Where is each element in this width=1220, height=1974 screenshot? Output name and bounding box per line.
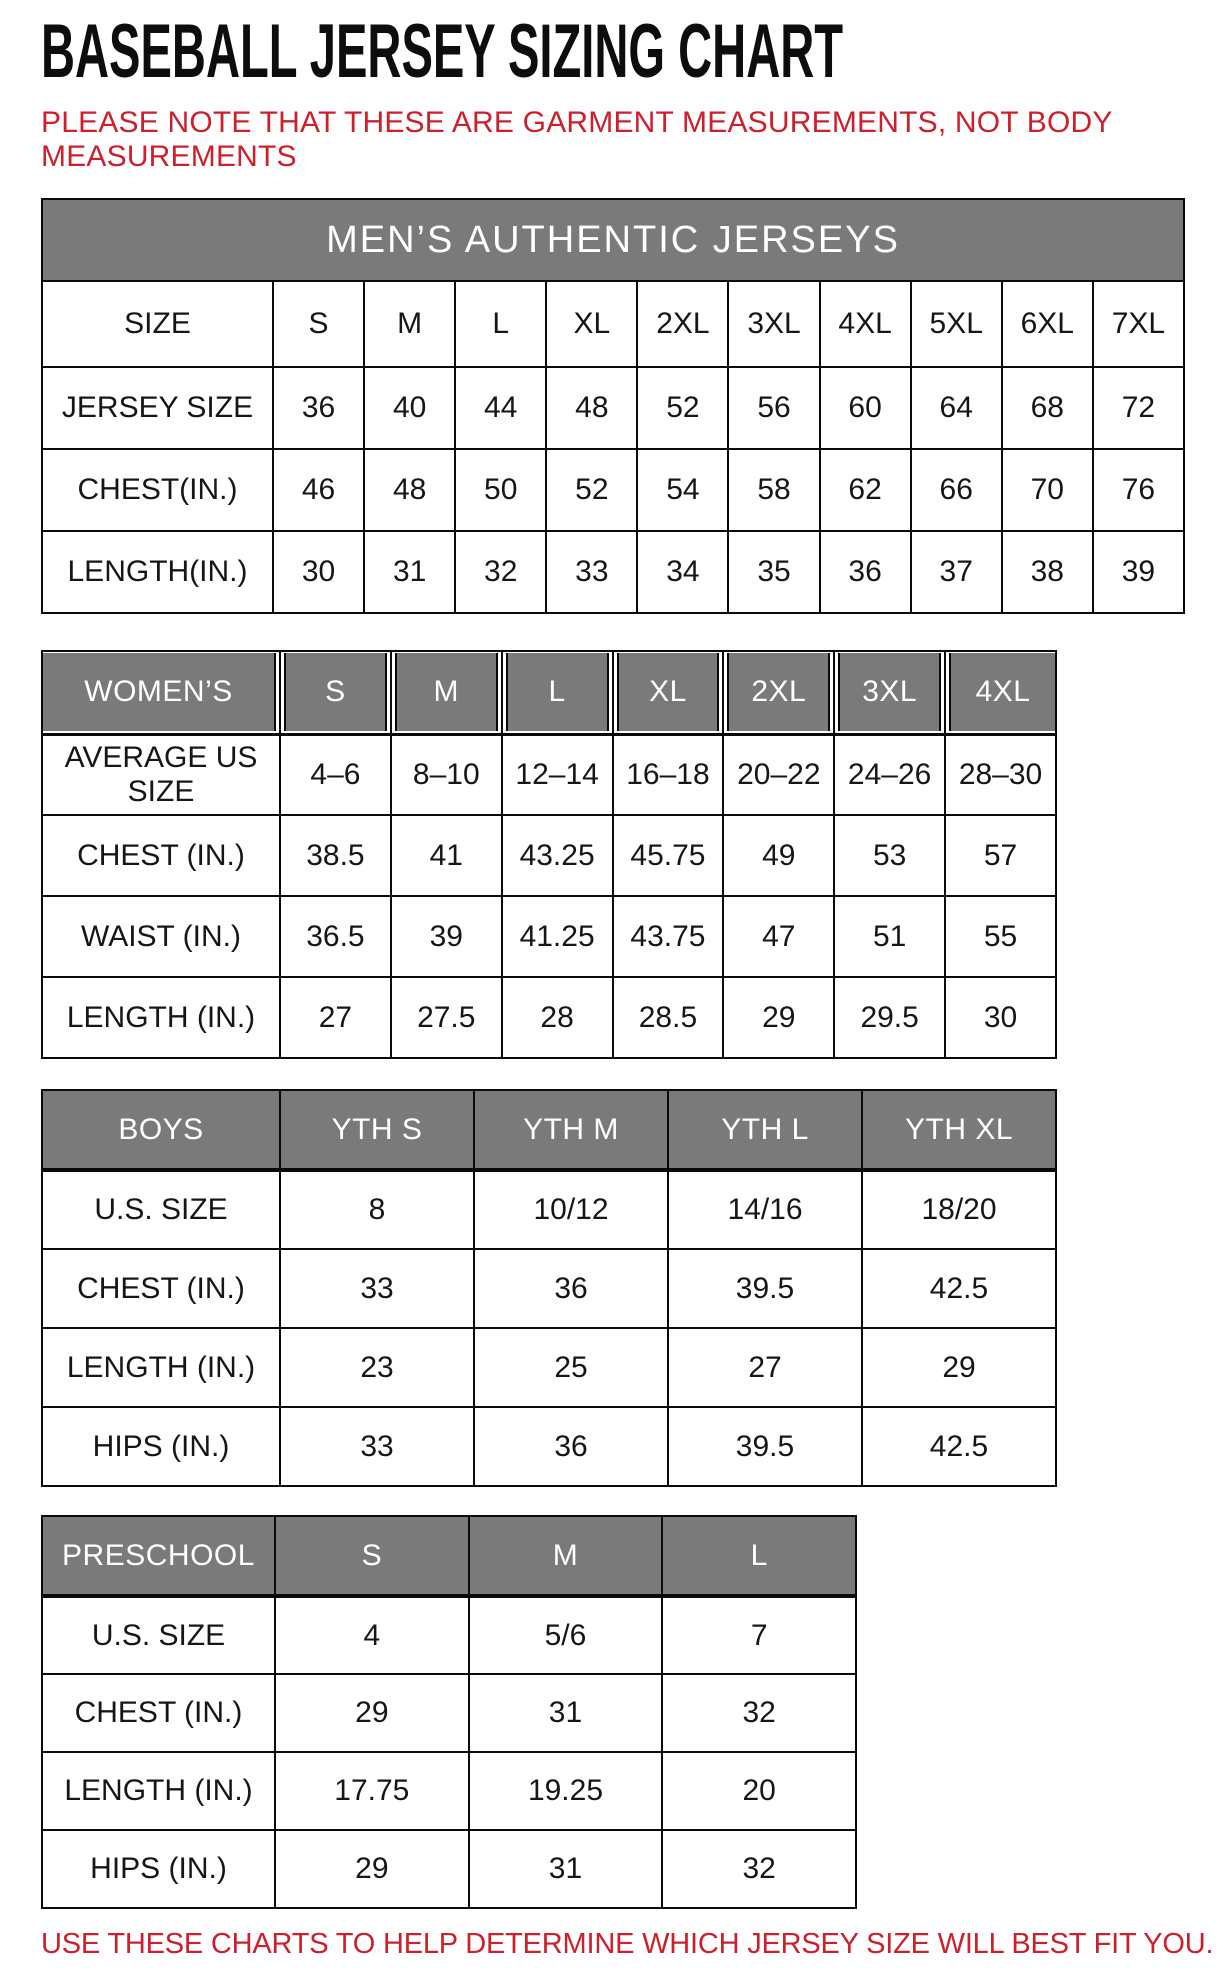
footer-note: USE THESE CHARTS TO HELP DETERMINE WHICH JERSEY SIZE WILL BEST FIT YOU. — [41, 1928, 1214, 1960]
table-row — [42, 1596, 856, 1674]
table-cell: 53 — [834, 815, 945, 896]
table-row — [42, 1407, 1056, 1486]
table-cell: 33 — [280, 1407, 474, 1486]
table-cell: 54 — [637, 449, 728, 531]
table-row — [42, 1752, 856, 1830]
table-cell: 31 — [469, 1830, 663, 1908]
table-cell: 29 — [275, 1830, 469, 1908]
row-label: WAIST (IN.) — [42, 896, 280, 977]
mens-banner-row — [42, 199, 1184, 281]
table-cell: 56 — [728, 367, 819, 449]
table-cell: 36 — [474, 1407, 668, 1486]
table-cell: 76 — [1093, 449, 1184, 531]
table-cell: 5/6 — [469, 1596, 663, 1674]
column-header: 5XL — [911, 281, 1002, 367]
table-cell: 17.75 — [275, 1752, 469, 1830]
table-cell: 36 — [273, 367, 364, 449]
table-cell: 28–30 — [945, 734, 1056, 815]
table-cell: 50 — [455, 449, 546, 531]
table-cell: 30 — [945, 977, 1056, 1058]
column-header: WOMEN’S — [42, 651, 280, 734]
column-header: 4XL — [820, 281, 911, 367]
row-label: LENGTH(IN.) — [42, 531, 273, 613]
table-cell: 14/16 — [668, 1170, 862, 1249]
table-cell: 24–26 — [834, 734, 945, 815]
table-cell: 10/12 — [474, 1170, 668, 1249]
row-label: LENGTH (IN.) — [42, 1752, 275, 1830]
table-cell: 36 — [474, 1249, 668, 1328]
row-label: HIPS (IN.) — [42, 1830, 275, 1908]
table-cell: 43.25 — [502, 815, 613, 896]
row-label: CHEST (IN.) — [42, 815, 280, 896]
column-header: YTH S — [280, 1090, 474, 1170]
table-cell: 60 — [820, 367, 911, 449]
table-row — [42, 531, 1184, 613]
table-cell: 23 — [280, 1328, 474, 1407]
table-cell: 28 — [502, 977, 613, 1058]
table-cell: 33 — [546, 531, 637, 613]
table-cell: 20–22 — [723, 734, 834, 815]
table-cell: 8 — [280, 1170, 474, 1249]
table-cell: 28.5 — [613, 977, 724, 1058]
measurement-note-line2: MEASUREMENTS — [41, 140, 297, 173]
measurement-note-line1: PLEASE NOTE THAT THESE ARE GARMENT MEASUREMENTS, NOT BODY — [41, 106, 1113, 139]
table-cell: 12–14 — [502, 734, 613, 815]
row-label: JERSEY SIZE — [42, 367, 273, 449]
column-header: L — [502, 651, 613, 734]
table-cell: 55 — [945, 896, 1056, 977]
table-cell: 40 — [364, 367, 455, 449]
table-cell: 20 — [662, 1752, 856, 1830]
page-title — [41, 9, 1220, 94]
table-cell: 38 — [1002, 531, 1093, 613]
table-cell: 29 — [723, 977, 834, 1058]
table-cell: 38.5 — [280, 815, 391, 896]
table-row — [42, 815, 1056, 896]
row-label: U.S. SIZE — [42, 1596, 275, 1674]
table-row — [42, 977, 1056, 1058]
table-cell: 39.5 — [668, 1249, 862, 1328]
table-cell: 27 — [668, 1328, 862, 1407]
table-cell: 48 — [546, 367, 637, 449]
column-header: 7XL — [1093, 281, 1184, 367]
table-cell: 25 — [474, 1328, 668, 1407]
column-header: S — [273, 281, 364, 367]
column-header: 6XL — [1002, 281, 1093, 367]
column-header: S — [275, 1516, 469, 1596]
column-header: XL — [546, 281, 637, 367]
row-label: CHEST (IN.) — [42, 1249, 280, 1328]
column-header: M — [469, 1516, 663, 1596]
table-row — [42, 1674, 856, 1752]
column-header: 2XL — [637, 281, 728, 367]
table-cell: 39.5 — [668, 1407, 862, 1486]
table-cell: 57 — [945, 815, 1056, 896]
table-cell: 31 — [469, 1674, 663, 1752]
table-cell: 37 — [911, 531, 1002, 613]
row-label: CHEST(IN.) — [42, 449, 273, 531]
column-header: YTH L — [668, 1090, 862, 1170]
row-label: HIPS (IN.) — [42, 1407, 280, 1486]
table-cell: 35 — [728, 531, 819, 613]
column-header: S — [280, 651, 391, 734]
column-header: 2XL — [723, 651, 834, 734]
header-row — [42, 1516, 856, 1596]
table-cell: 51 — [834, 896, 945, 977]
table-row — [42, 1249, 1056, 1328]
table-cell: 41.25 — [502, 896, 613, 977]
mens-sizing-table — [41, 198, 1185, 614]
table-cell: 4–6 — [280, 734, 391, 815]
table-cell: 64 — [911, 367, 1002, 449]
table-row — [42, 734, 1056, 815]
column-header: YTH M — [474, 1090, 668, 1170]
table-cell: 36 — [820, 531, 911, 613]
column-header: L — [662, 1516, 856, 1596]
table-cell: 29 — [862, 1328, 1056, 1407]
womens-sizing-table — [41, 650, 1057, 1059]
column-header: SIZE — [42, 281, 273, 367]
column-header: PRESCHOOL — [42, 1516, 275, 1596]
table-cell: 31 — [364, 531, 455, 613]
table-cell: 39 — [1093, 531, 1184, 613]
row-label: CHEST (IN.) — [42, 1674, 275, 1752]
table-cell: 68 — [1002, 367, 1093, 449]
table-cell: 72 — [1093, 367, 1184, 449]
table-row — [42, 367, 1184, 449]
table-cell: 47 — [723, 896, 834, 977]
table-cell: 32 — [662, 1674, 856, 1752]
table-cell: 43.75 — [613, 896, 724, 977]
row-label: LENGTH (IN.) — [42, 1328, 280, 1407]
table-cell: 32 — [455, 531, 546, 613]
table-cell: 7 — [662, 1596, 856, 1674]
table-row — [42, 896, 1056, 977]
column-header: 4XL — [945, 651, 1056, 734]
column-header: L — [455, 281, 546, 367]
table-cell: 18/20 — [862, 1170, 1056, 1249]
header-row — [42, 281, 1184, 367]
table-cell: 29.5 — [834, 977, 945, 1058]
column-header: XL — [613, 651, 724, 734]
measurement-note — [41, 106, 1220, 174]
table-cell: 36.5 — [280, 896, 391, 977]
table-cell: 66 — [911, 449, 1002, 531]
table-row — [42, 449, 1184, 531]
table-cell: 45.75 — [613, 815, 724, 896]
table-cell: 32 — [662, 1830, 856, 1908]
table-cell: 27.5 — [391, 977, 502, 1058]
table-cell: 29 — [275, 1674, 469, 1752]
table-cell: 52 — [637, 367, 728, 449]
table-cell: 70 — [1002, 449, 1093, 531]
mens-banner: MEN’S AUTHENTIC JERSEYS — [42, 199, 1184, 281]
table-row — [42, 1830, 856, 1908]
table-cell: 39 — [391, 896, 502, 977]
header-row — [42, 651, 1056, 734]
table-row — [42, 1328, 1056, 1407]
table-cell: 4 — [275, 1596, 469, 1674]
preschool-sizing-table — [41, 1515, 857, 1909]
table-cell: 52 — [546, 449, 637, 531]
table-cell: 16–18 — [613, 734, 724, 815]
row-label: LENGTH (IN.) — [42, 977, 280, 1058]
table-cell: 48 — [364, 449, 455, 531]
table-cell: 30 — [273, 531, 364, 613]
column-header: 3XL — [834, 651, 945, 734]
column-header: M — [391, 651, 502, 734]
column-header: 3XL — [728, 281, 819, 367]
table-cell: 8–10 — [391, 734, 502, 815]
table-cell: 62 — [820, 449, 911, 531]
table-cell: 41 — [391, 815, 502, 896]
table-cell: 19.25 — [469, 1752, 663, 1830]
table-cell: 27 — [280, 977, 391, 1058]
table-cell: 42.5 — [862, 1249, 1056, 1328]
boys-sizing-table — [41, 1089, 1057, 1487]
table-cell: 33 — [280, 1249, 474, 1328]
table-cell: 58 — [728, 449, 819, 531]
row-label: U.S. SIZE — [42, 1170, 280, 1249]
table-cell: 46 — [273, 449, 364, 531]
table-row — [42, 1170, 1056, 1249]
column-header: M — [364, 281, 455, 367]
table-cell: 49 — [723, 815, 834, 896]
table-cell: 44 — [455, 367, 546, 449]
table-cell: 34 — [637, 531, 728, 613]
column-header: YTH XL — [862, 1090, 1056, 1170]
row-label: AVERAGE US SIZE — [42, 734, 280, 815]
header-row — [42, 1090, 1056, 1170]
column-header: BOYS — [42, 1090, 280, 1170]
table-cell: 42.5 — [862, 1407, 1056, 1486]
page-title-text: BASEBALL JERSEY SIZING CHART — [41, 9, 844, 94]
